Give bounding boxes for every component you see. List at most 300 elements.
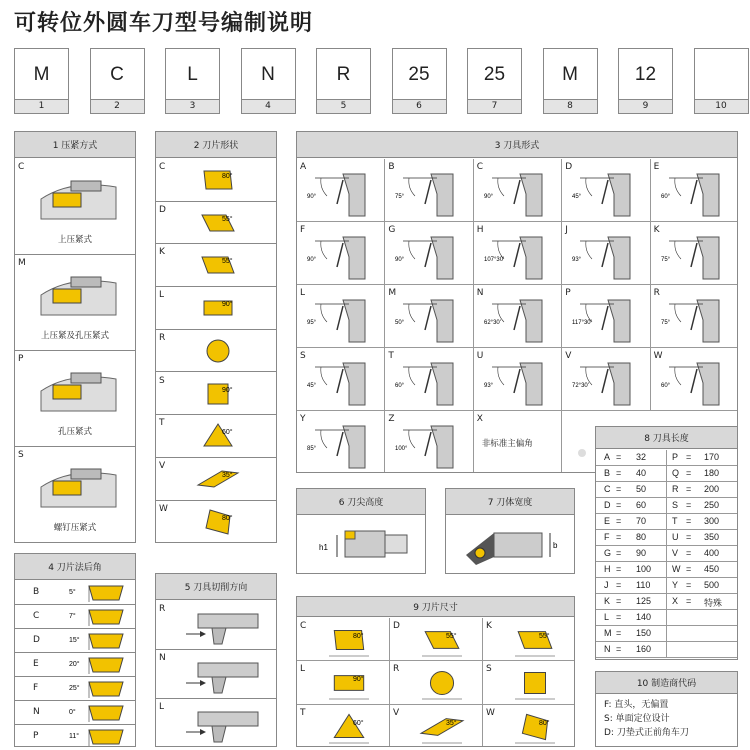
tool-length-cell: = <box>616 468 622 478</box>
insert-size-option <box>297 618 390 661</box>
cut-direction-option <box>156 650 276 699</box>
tool-style-letter: J <box>565 225 568 235</box>
tool-length-cell: 350 <box>704 532 720 542</box>
tool-style-option <box>562 348 650 411</box>
code-index: 10 <box>695 99 748 113</box>
clamping-panel <box>14 131 136 543</box>
tip-height-diagram <box>315 521 410 569</box>
tool-length-cell: N <box>604 644 611 654</box>
tool-style-letter: M <box>388 288 397 298</box>
code-index: 2 <box>91 99 144 113</box>
code-box <box>316 48 371 114</box>
code-box <box>618 48 673 114</box>
tool-length-cell: R <box>672 484 679 494</box>
tool-style-letter: A <box>300 162 307 172</box>
clearance-diagram <box>67 606 127 628</box>
insert-size-diagram <box>495 620 571 660</box>
tool-length-row <box>596 562 737 578</box>
insert-shape-diagram <box>186 374 256 414</box>
tool-style-angle: 45° <box>572 194 582 200</box>
code-box <box>467 48 522 114</box>
clearance-option <box>15 605 135 629</box>
tool-length-cell: = <box>616 564 622 574</box>
tool-style-diagram <box>568 353 648 409</box>
manufacturer-line: D: 刀垫式正前角车刀 <box>604 728 689 738</box>
tool-style-angle: 72°30' <box>572 383 590 389</box>
tool-length-cell: J <box>604 580 609 590</box>
insert-size-letter: D <box>393 621 400 631</box>
tool-style-option <box>651 222 738 285</box>
tool-style-diagram <box>480 164 560 220</box>
code-index: 5 <box>317 99 370 113</box>
tool-style-letter: T <box>388 351 394 361</box>
tool-length-cell: = <box>686 596 692 606</box>
tool-length-cell: 110 <box>636 580 651 590</box>
insert-shape-diagram <box>186 502 256 542</box>
tool-style-option <box>385 159 473 222</box>
column-divider <box>666 578 667 593</box>
tool-length-cell: 50 <box>636 484 647 494</box>
tool-style-letter: V <box>565 351 572 361</box>
tool-style-letter: F <box>300 225 306 235</box>
clearance-option <box>15 581 135 605</box>
insert-angle-label: 80° <box>222 514 233 522</box>
tool-length-cell: = <box>686 548 692 558</box>
clearance-option <box>15 725 135 747</box>
tip-height-panel-title: 6 刀尖高度 <box>297 489 425 515</box>
insert-angle-label: 90° <box>222 386 233 394</box>
clamping-option <box>15 159 135 255</box>
insert-size-diagram <box>402 707 478 747</box>
tool-length-row <box>596 482 737 498</box>
insert-size-letter: V <box>393 707 400 718</box>
clearance-letter: F <box>33 683 39 693</box>
tool-style-diagram <box>480 227 560 283</box>
insert-shape-letter: V <box>159 460 166 471</box>
column-divider <box>666 594 667 609</box>
tool-style-angle: 75° <box>660 257 670 263</box>
insert-shape-diagram <box>186 288 256 328</box>
insert-shape-panel-title: 2 刀片形状 <box>156 132 276 158</box>
tool-length-cell: = <box>616 596 622 606</box>
tip-height-panel <box>296 488 426 574</box>
tool-length-row <box>596 626 737 642</box>
tool-style-letter: N <box>476 288 484 298</box>
tool-length-row <box>596 610 737 626</box>
tool-style-angle: 60° <box>395 383 405 389</box>
insert-size-option <box>297 705 390 747</box>
insert-shape-option <box>156 287 276 330</box>
insert-size-letter: L <box>300 664 306 675</box>
clearance-letter: C <box>33 611 40 621</box>
tool-style-angle: 75° <box>660 320 670 326</box>
tool-style-diagram <box>303 164 383 220</box>
tool-style-letter: X <box>476 414 483 424</box>
insert-size-letter: K <box>486 621 492 631</box>
tool-style-angle: 90° <box>307 194 317 200</box>
tool-length-cell: 170 <box>704 452 720 462</box>
cut-direction-diagram <box>178 604 268 648</box>
tool-style-diagram <box>480 290 560 346</box>
insert-size-panel <box>296 596 575 747</box>
tool-style-diagram <box>568 290 648 346</box>
tool-style-letter: W <box>653 351 663 361</box>
insert-size-option <box>390 661 483 704</box>
clamping-diagram <box>31 361 121 417</box>
tool-length-cell: 70 <box>636 516 647 526</box>
tool-style-angle: 93° <box>483 383 493 389</box>
code-index: 4 <box>242 99 295 113</box>
tool-style-diagram <box>391 416 471 472</box>
code-index: 9 <box>619 99 672 113</box>
clearance-option <box>15 701 135 725</box>
tool-style-angle: 62°30' <box>483 320 501 326</box>
tool-length-cell: 450 <box>704 564 720 574</box>
tool-length-row <box>596 530 737 546</box>
tool-length-row <box>596 546 737 562</box>
insert-shape-letter: T <box>159 418 165 429</box>
tool-style-option <box>651 348 738 411</box>
insert-size-option <box>483 618 575 661</box>
tool-length-cell: = <box>616 580 622 590</box>
cut-direction-letter: R <box>159 604 166 614</box>
insert-size-diagram <box>309 663 385 703</box>
insert-shape-diagram <box>186 331 256 371</box>
tool-style-diagram <box>391 353 471 409</box>
code-value: M <box>33 64 50 85</box>
code-value <box>695 49 748 101</box>
tool-style-angle: 90° <box>395 257 405 263</box>
tool-style-option <box>297 411 385 473</box>
code-index: 3 <box>166 99 219 113</box>
tool-length-row <box>596 514 737 530</box>
tip-height-symbol: h1 <box>319 543 328 552</box>
insert-size-letter: C <box>300 621 307 631</box>
tool-length-cell: = <box>686 468 692 478</box>
tool-style-letter: R <box>653 288 660 298</box>
clearance-panel-title: 4 刀片法后角 <box>15 554 135 580</box>
insert-size-diagram <box>495 707 571 747</box>
column-divider <box>666 514 667 529</box>
tool-style-option <box>474 411 562 473</box>
insert-shape-option <box>156 458 276 501</box>
tool-length-cell: Q <box>672 468 680 478</box>
clearance-diagram <box>67 654 127 676</box>
clearance-letter: P <box>33 731 39 741</box>
insert-size-option <box>483 661 575 704</box>
column-divider <box>666 482 667 497</box>
tool-style-diagram <box>657 353 737 409</box>
tool-style-option <box>651 285 738 348</box>
code-box <box>90 48 145 114</box>
column-divider <box>666 530 667 545</box>
insert-shape <box>522 714 547 739</box>
tool-style-letter: H <box>476 225 484 235</box>
tool-length-cell: = <box>686 452 692 462</box>
column-divider <box>666 610 667 625</box>
tool-length-cell: 125 <box>636 596 652 606</box>
cut-direction-panel-title: 5 刀具切削方向 <box>156 574 276 600</box>
insert-shape-letter: C <box>159 162 166 172</box>
tool-style-diagram <box>303 353 383 409</box>
insert-size-option <box>390 705 483 747</box>
tool-style-option <box>385 348 473 411</box>
tool-length-cell: P <box>672 452 679 462</box>
tool-style-diagram <box>303 227 383 283</box>
tool-style-letter: C <box>476 162 484 172</box>
tool-style-option <box>385 222 473 285</box>
tool-style-letter: S <box>300 351 306 361</box>
tool-length-cell: 160 <box>636 644 652 654</box>
tool-length-panel-title: 8 刀具长度 <box>596 427 737 449</box>
insert-shape-diagram <box>186 459 256 499</box>
tool-style-angle: 60° <box>660 383 670 389</box>
page-title: 可转位外圆车刀型号编制说明 <box>14 11 314 36</box>
clearance-letter: N <box>33 707 40 717</box>
tool-style-angle: 90° <box>483 194 493 200</box>
code-box <box>14 48 69 114</box>
insert-size-letter: T <box>300 707 306 718</box>
insert-shape <box>421 718 463 735</box>
tool-length-cell: 400 <box>704 548 720 558</box>
tool-length-cell: 80 <box>636 532 647 542</box>
insert-shape-option <box>156 501 276 543</box>
insert-size-letter: W <box>486 707 495 718</box>
tool-style-letter: U <box>476 351 484 361</box>
code-value: N <box>261 64 275 85</box>
insert-shape-diagram <box>186 203 256 243</box>
tool-style-diagram <box>391 290 471 346</box>
insert-size-option <box>390 618 483 661</box>
clearance-option <box>15 653 135 677</box>
tool-style-option <box>562 159 650 222</box>
tool-length-cell: Y <box>672 580 679 590</box>
tool-length-cell: F <box>604 532 610 542</box>
tool-style-diagram <box>568 164 648 220</box>
decor-dot <box>578 449 586 457</box>
insert-shape-option <box>156 159 276 202</box>
insert-size-angle: 90° <box>353 676 364 684</box>
code-box <box>392 48 447 114</box>
insert-size-angle: 55° <box>446 633 457 640</box>
tool-length-cell: H <box>604 564 611 574</box>
tool-style-diagram <box>480 353 560 409</box>
insert-size-angle: 60° <box>353 719 364 727</box>
clamping-caption: 螺钉压紧式 <box>53 523 97 533</box>
insert-size-option <box>297 661 390 704</box>
manufacturer-line: S: 单面定位设计 <box>604 714 670 724</box>
code-box <box>694 48 749 114</box>
insert-shape-panel <box>155 131 277 543</box>
tool-length-cell: W <box>672 564 681 574</box>
tool-length-cell: 500 <box>704 580 720 590</box>
code-value: 25 <box>483 64 506 85</box>
tool-style-letter: G <box>388 225 396 235</box>
tool-style-option <box>474 285 562 348</box>
tool-style-letter: Y <box>300 414 306 424</box>
code-value: C <box>110 64 124 85</box>
code-index: 7 <box>468 99 521 113</box>
tool-style-option <box>297 285 385 348</box>
code-value: 12 <box>634 64 657 85</box>
clamping-diagram <box>31 169 121 225</box>
insert-shape-option <box>156 415 276 458</box>
tool-length-row <box>596 642 737 658</box>
tool-style-angle: 107°30' <box>483 257 505 263</box>
clearance-diagram <box>67 678 127 700</box>
insert-shape-letter: K <box>159 247 165 258</box>
tool-style-angle: 50° <box>395 320 405 326</box>
tool-length-cell: = <box>616 516 622 526</box>
tool-style-angle: 45° <box>307 383 317 389</box>
clamping-letter: C <box>18 162 25 172</box>
cut-direction-letter: L <box>159 702 165 712</box>
insert-size-letter: R <box>393 664 400 675</box>
tool-style-option <box>651 159 738 222</box>
tool-style-option <box>297 159 385 222</box>
tool-style-panel <box>296 131 738 473</box>
tool-length-cell: 300 <box>704 516 720 526</box>
tool-length-cell: L <box>604 612 610 622</box>
tool-style-option <box>297 348 385 411</box>
clearance-diagram <box>67 726 127 747</box>
tool-style-note: 非标准主偏角 <box>481 439 533 449</box>
tool-length-cell: S <box>672 500 679 510</box>
clamping-option <box>15 447 135 543</box>
insert-shape-letter: L <box>159 290 165 301</box>
cut-direction-diagram <box>178 653 268 697</box>
tool-style-diagram <box>303 416 383 472</box>
code-box <box>543 48 598 114</box>
tool-style-angle: 117°30' <box>572 320 592 326</box>
tool-length-cell: = <box>686 564 692 574</box>
tool-style-diagram <box>303 290 383 346</box>
manufacturer-line: F: 直头，无偏置 <box>604 700 669 710</box>
code-index: 1 <box>15 99 68 113</box>
tool-length-cell: = <box>686 500 692 510</box>
tool-length-row <box>596 578 737 594</box>
tool-length-cell: = <box>616 644 622 654</box>
clearance-panel <box>14 553 136 747</box>
code-index: 6 <box>393 99 446 113</box>
tool-length-row <box>596 594 737 610</box>
clamping-option <box>15 351 135 447</box>
manufacturer-panel-title: 10 制造商代码 <box>596 672 737 694</box>
tool-style-angle: 75° <box>395 194 405 200</box>
tool-length-cell: K <box>604 596 611 606</box>
tool-style-letter: P <box>565 288 571 298</box>
tool-style-diagram <box>391 227 471 283</box>
insert-angle-label: 55° <box>222 258 233 266</box>
tool-style-diagram <box>657 290 737 346</box>
tool-length-cell: = <box>616 484 622 494</box>
tool-length-cell: U <box>672 532 679 542</box>
column-divider <box>666 562 667 577</box>
clamping-diagram <box>31 265 121 321</box>
shank-width-diagram <box>460 521 565 569</box>
tool-style-letter: E <box>653 162 660 172</box>
tool-length-cell: B <box>604 468 611 478</box>
tool-length-cell: C <box>604 484 611 494</box>
insert-shape-diagram <box>186 245 256 285</box>
clearance-diagram <box>67 582 127 604</box>
insert-angle-label: 80° <box>222 173 233 180</box>
tool-length-cell: T <box>672 516 678 526</box>
tool-length-row <box>596 450 737 466</box>
insert-shape-option <box>156 202 276 245</box>
insert-shape <box>525 673 546 694</box>
clearance-angle: 7° <box>69 613 76 620</box>
tool-style-diagram <box>657 227 737 283</box>
tool-length-cell: E <box>604 516 611 526</box>
clearance-letter: B <box>33 587 40 597</box>
clearance-option <box>15 629 135 653</box>
clamping-option <box>15 255 135 351</box>
clearance-angle: 0° <box>69 709 76 716</box>
clearance-angle: 20° <box>69 661 80 668</box>
tool-style-letter: K <box>653 225 660 235</box>
round-insert <box>207 340 229 362</box>
clamping-letter: S <box>18 450 24 460</box>
insert-shape-option <box>156 373 276 416</box>
tool-style-angle: 60° <box>660 194 670 200</box>
insert-shape-option <box>156 330 276 373</box>
code-value: R <box>336 64 351 85</box>
tool-style-option <box>562 285 650 348</box>
tool-length-panel <box>595 426 738 660</box>
insert-shape <box>206 510 230 534</box>
tool-style-angle: 85° <box>307 446 317 452</box>
tool-style-diagram <box>657 164 737 220</box>
tool-style-angle: 90° <box>307 257 317 263</box>
tool-style-diagram <box>391 164 471 220</box>
insert-size-angle: 35° <box>446 719 457 727</box>
cut-direction-option <box>156 699 276 747</box>
tool-style-diagram <box>568 227 648 283</box>
insert-size-option <box>483 705 575 747</box>
insert-angle-label: 55° <box>222 215 233 223</box>
tool-length-cell: = <box>686 532 692 542</box>
insert-size-diagram <box>402 663 478 703</box>
clamping-caption: 上压紧式 <box>57 235 92 245</box>
column-divider <box>666 498 667 513</box>
insert-size-angle: 55° <box>539 633 550 640</box>
insert-shape-diagram <box>186 416 256 456</box>
tool-style-angle: 95° <box>307 320 317 326</box>
insert-shape-letter: S <box>159 375 165 386</box>
tool-length-cell: = <box>686 516 692 526</box>
tool-style-angle: 100° <box>395 446 408 452</box>
insert-size-diagram <box>402 620 478 660</box>
code-value: M <box>562 64 578 85</box>
tool-style-angle: 93° <box>572 257 582 263</box>
insert-size-diagram <box>309 707 385 747</box>
tool-style-option <box>474 222 562 285</box>
tool-length-cell: 40 <box>636 468 647 478</box>
tool-length-cell: V <box>672 548 679 558</box>
tool-length-cell: X <box>672 596 679 606</box>
clearance-angle: 11° <box>69 733 80 740</box>
tool-length-cell: = <box>616 452 622 462</box>
tool-length-cell: = <box>616 612 622 622</box>
code-box <box>241 48 296 114</box>
column-divider <box>666 466 667 481</box>
round-insert <box>430 672 453 695</box>
cut-direction-option <box>156 601 276 650</box>
clamping-diagram <box>31 457 121 513</box>
column-divider <box>666 450 667 465</box>
tool-style-letter: Z <box>388 414 395 424</box>
